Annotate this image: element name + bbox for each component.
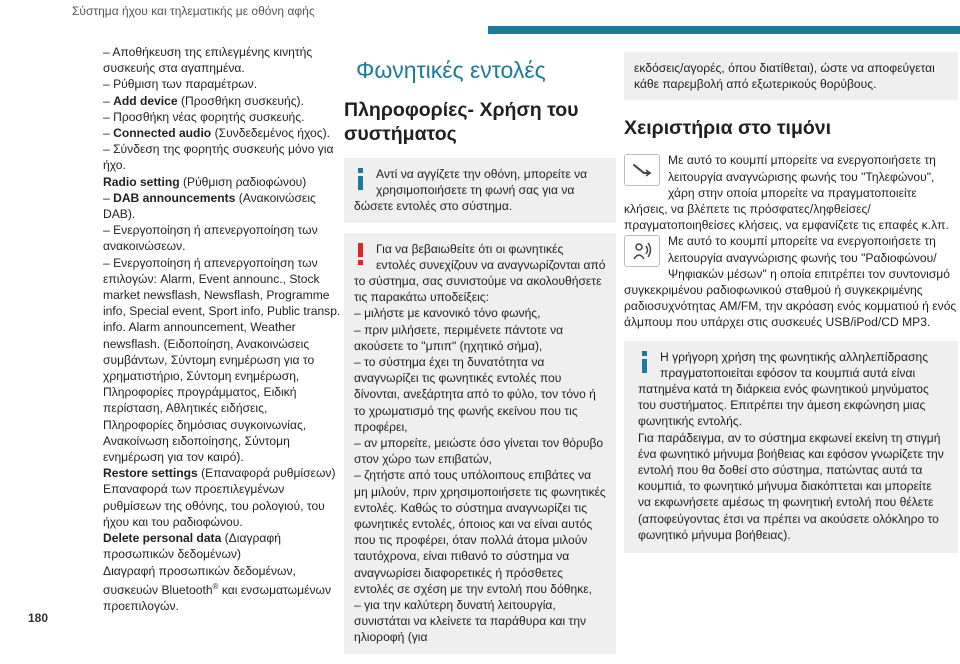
column-3	[624, 52, 958, 553]
warning-continued-text: εκδόσεις/αγορές, όπου διατίθεται), ώστε να αποφεύγεται κάθε παρεμβολή από εξωτερικούς θορύβους.	[634, 61, 935, 92]
text-line: Διαγραφή προσωπικών δεδομένων, συσκευών Bluetooth® και ενσωματωμένων προεπιλογών.	[103, 563, 331, 613]
warning-item: – μιλήστε με κανονικό τόνο φωνής,	[354, 306, 541, 321]
text-line: – Ρύθμιση των παραμέτρων.	[103, 77, 258, 92]
text-line: Delete personal data (Διαγραφή προσωπικών δεδομένων)	[103, 531, 281, 562]
text-line: Επαναφορά των προεπιλεγμένων ρυθμίσεων της οθόνης, του ρολογιού, του ήχου και του ραδιοφώνου.	[103, 482, 325, 529]
paragraph: Με αυτό το κουμπί μπορείτε να ενεργοποιήσετε τη λειτουργία αναγνώρισης φωνής του "Τηλεφώνου", χάρη στην οποία μπορείτε να πραγματοποιείτε κλήσεις, να βλέπετε τις πρόσφατες/ληφθείσες/πραγματοποιηθείσες κλήσεις, να εμφανίζετε τις επαφές κ.λπ.	[624, 153, 949, 233]
text-line: – Ενεργοποίηση ή απενεργοποίηση των επιλογών: Alarm, Event announc., Stock market newsflash, Newsflash, Programme info, Special event, Sport info, Public transp. info. Alarm announcement, Weather newsflash. (Ειδοποίηση, Ανακοινώσεις συμβάντων, Σύντομη ενημέρωση για το χρηματιστήριο, Σύντομη ενημέρωση, Πληροφορίες προγράμματος, Ειδική περίσταση, Αθλητικές ειδήσεις, Πληροφορίες δημόσιας συγκοινωνίας, Ανακοίνωση ειδοποίησης, Σύντομη ενημέρωση για τον καιρό).	[103, 255, 341, 465]
text-line: – Αποθήκευση της επιλεγμένης κινητής συσκευής στα αγαπημένα.	[103, 45, 313, 76]
warning-item: – το σύστημα έχει τη δυνατότητα να αναγνωρίζει τις φωνητικές εντολές που δίνονται, ανεξάρτητα από το φύλο, τον τόνο ή το χρωματισμό της φωνής εκείνου που τις προφέρει,	[354, 355, 596, 434]
radio-voice-paragraph	[624, 233, 958, 330]
menu-term: Connected audio	[113, 126, 212, 141]
text-line: Radio setting (Ρύθμιση ραδιοφώνου)	[103, 174, 307, 189]
column-2	[344, 52, 616, 664]
page-number: 180	[28, 611, 49, 625]
paragraph: Με αυτό το κουμπί μπορείτε να ενεργοποιήσετε τη λειτουργία αναγνώρισης φωνής του "Ραδιοφώνου/Ψηφιακών μέσων" η οποία επιτρέπει τον συντονισμό συγκεκριμένου ραδιοφωνικού σταθμού ή συγκεκριμένης ραδιοσυχνότητας AM/FM, την ακρόαση ενός κομματιού ή ενός άλμπουμ που υπάρχει στις συσκευές USB/iPod/CD MP3.	[624, 234, 957, 330]
running-header: Σύστημα ήχου και τηλεματικής με οθόνη αφής	[72, 4, 315, 18]
section-title: Φωνητικές εντολές	[356, 57, 546, 83]
menu-term: DAB announcements	[113, 190, 236, 205]
warning-text: Για να βεβαιωθείτε ότι οι φωνητικές εντολές συνεχίζουν να αναγνωρίζονται από το σύστημα, σας συνιστούμε να ακολουθήσετε τις παρακάτω υποδείξεις:	[354, 241, 606, 305]
column-1	[103, 44, 341, 614]
text-line: – Connected audio (Συνδεδεμένος ήχος).	[103, 126, 330, 141]
section-subtitle: Χειριστήρια στο τιμόνι	[624, 117, 832, 140]
info-text: Η γρήγορη χρήση της φωνητικής αλληλεπίδρασης πραγματοποιείται εφόσον τα κουμπιά αυτά είναι πατημένα κατά τη διάρκεια ενός φωνητικού μηνύματος του συστήματος. Επιτρέπει την άμεση εκφώνηση μιας φωνητικής εντολής.	[638, 349, 929, 429]
text-line: – DAB announcements (Ανακοινώσεις DAB).	[103, 190, 316, 222]
info-text: Αντί να αγγίζετε την οθόνη, μπορείτε να χρησιμοποιήσετε τη φωνή σας για να δώσετε εντολές στο σύστημα.	[354, 167, 588, 214]
warning-item: – πριν μιλήσετε, περιμένετε πάντοτε να ακούσετε το "μπιπ" (ηχητικό σήμα),	[354, 322, 564, 353]
info-icon	[354, 168, 368, 190]
text-line: Restore settings (Επαναφορά ρυθμίσεων)	[103, 466, 336, 481]
warning-icon	[354, 243, 368, 265]
menu-term: Add device	[113, 93, 178, 108]
text-line: – Σύνδεση της φορητής συσκευής μόνο για ήχο.	[103, 142, 334, 173]
warning-box-continued	[624, 52, 958, 100]
header-accent-bar	[488, 26, 960, 34]
info-box	[344, 158, 616, 223]
text-line: – Προσθήκη νέας φορητής συσκευής.	[103, 109, 305, 124]
menu-term: Radio setting	[103, 174, 180, 189]
info-text: Για παράδειγμα, αν το σύστημα εκφωνεί εκείνη τη στιγμή ένα φωνητικό μήνυμα βοήθειας και εφόσον γνωρίζετε την εντολή που θα δοθεί στο σύστημα, πατώντας αυτά τα κουμπιά, το φωνητικό μήνυμα διακόπτεται και μπορείτε να εκφωνήσετε αμέσως τη φωνητική εντολή που θέλετε (αποφεύγοντας έτσι να πρέπει να ακούσετε ολόκληρο το φωνητικό μήνυμα βοήθειας).	[638, 430, 944, 542]
info-icon	[638, 351, 652, 373]
phone-voice-button-icon	[624, 154, 660, 186]
info-box	[624, 341, 958, 553]
phone-voice-paragraph	[624, 152, 958, 233]
text-line: – Ενεργοποίηση ή απενεργοποίηση των ανακοινώσεων.	[103, 223, 318, 254]
section-subtitle: Πληροφορίες- Χρήση του συστήματος	[344, 99, 579, 145]
menu-term: Restore settings	[103, 466, 198, 481]
voice-command-button-icon	[624, 235, 660, 267]
warning-item: – ζητήστε από τους υπόλοιπους επιβάτες να μη μιλούν, πριν χρησιμοποιήσετε τις φωνητικές εντολές. Καθώς το σύστημα αναγνωρίζει τις φωνητικές εντολές, όποιος και να είναι αυτός που τις προφέρει, όταν πολλά άτομα μιλούν ταυτόχρονα, είναι πιθανό το σύστημα να αναγνωρίσει διαφορετικές ή πρόσθετες εντολές σε σχέση με την εντολή που δόθηκε,	[354, 468, 606, 596]
menu-term: Delete personal data	[103, 531, 222, 546]
warning-item: – αν μπορείτε, μειώστε όσο γίνεται τον θόρυβο στον χώρο των επιβατών,	[354, 436, 604, 467]
text-line: – Add device (Προσθήκη συσκευής).	[103, 93, 304, 108]
warning-box	[344, 233, 616, 654]
warning-item: – για την καλύτερη δυνατή λειτουργία, συνιστάται να κλείνετε τα παράθυρα και την ηλιοροφή (για	[354, 598, 587, 645]
